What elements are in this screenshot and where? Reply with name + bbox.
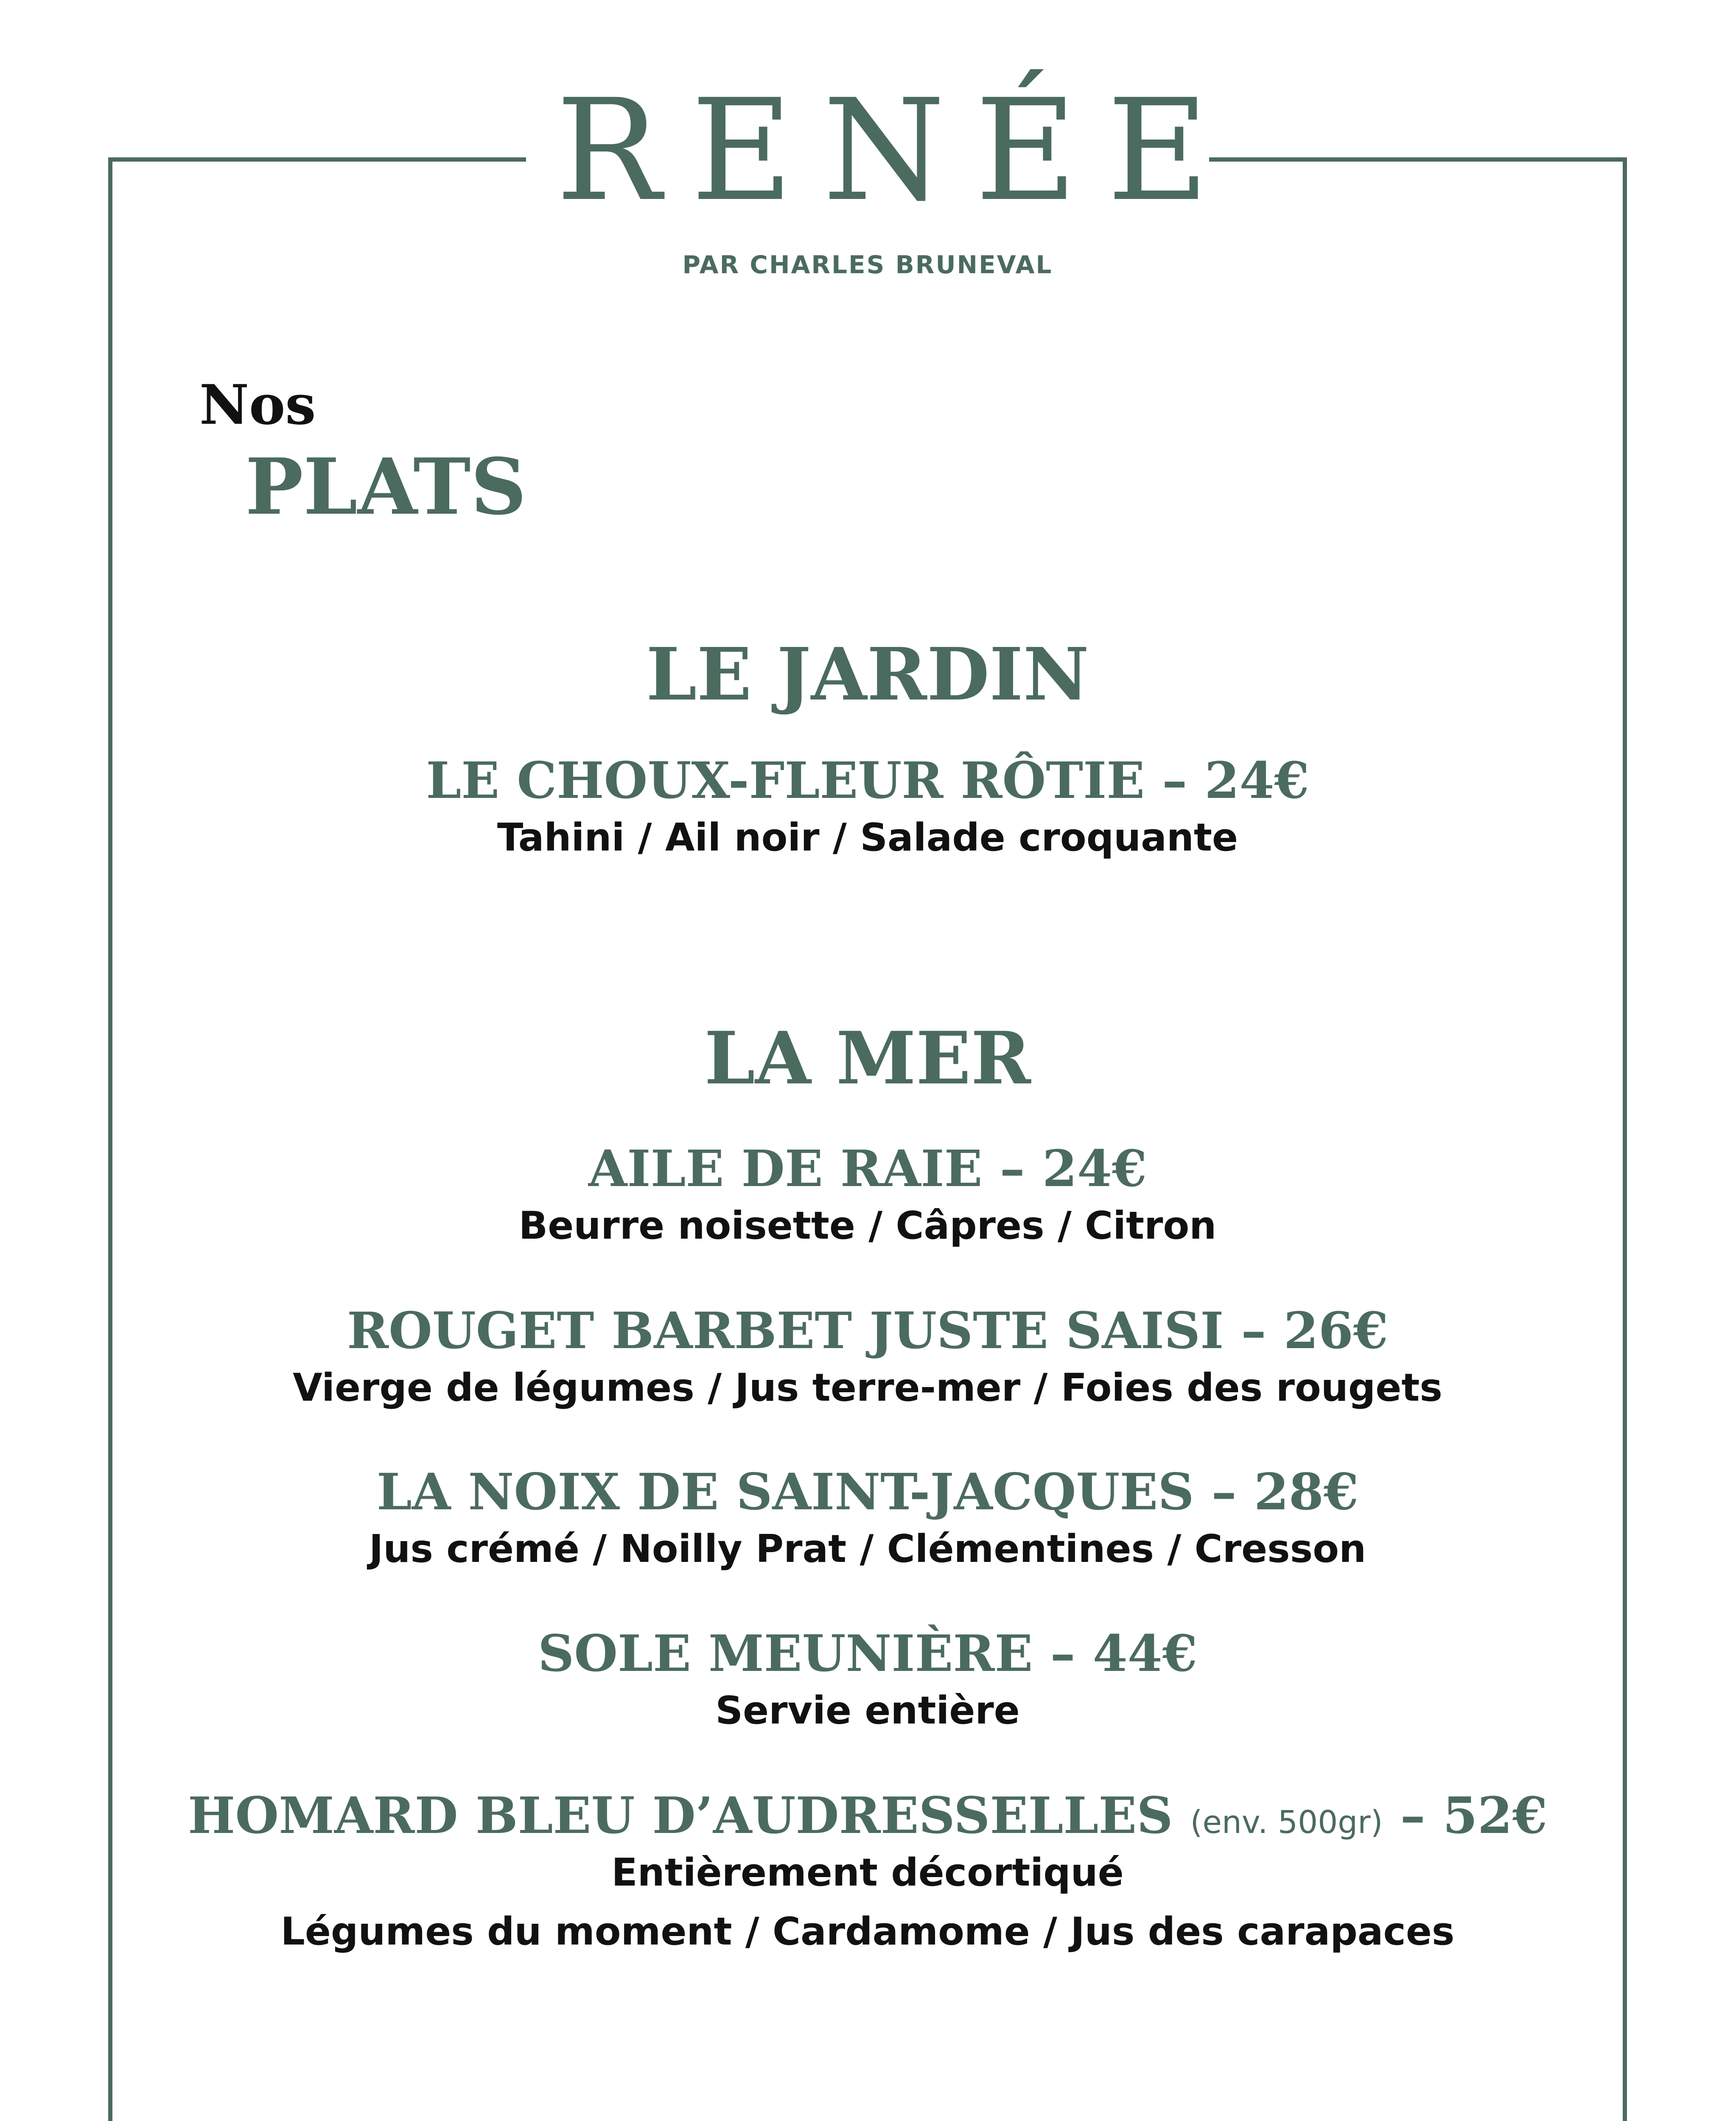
dish-description: Légumes du moment / Cardamome / Jus des carapaces bbox=[280, 1909, 1455, 1954]
dish-description: Entièrement décortiqué bbox=[611, 1850, 1124, 1895]
section-title: LA MER bbox=[704, 1016, 1031, 1101]
dish-item bbox=[108, 1141, 1627, 1255]
section-title: LE JARDIN bbox=[646, 632, 1089, 717]
dish-price: 26€ bbox=[1283, 1301, 1388, 1360]
brand-name: RENÉE bbox=[556, 69, 1239, 232]
dish-name: ROUGET BARBET JUSTE SAISI – 26€ bbox=[347, 1301, 1388, 1360]
dish-price: 24€ bbox=[1204, 751, 1309, 810]
dish-item bbox=[108, 1788, 1627, 1962]
dish-item bbox=[108, 753, 1627, 867]
dish-name: LE CHOUX-FLEUR RÔTIE – 24€ bbox=[426, 751, 1309, 810]
dish-name: AILE DE RAIE – 24€ bbox=[588, 1139, 1147, 1198]
dish-price: 24€ bbox=[1042, 1139, 1147, 1198]
brand-subtitle: PAR CHARLES BRUNEVAL bbox=[682, 250, 1053, 279]
dish-price: 28€ bbox=[1254, 1462, 1359, 1521]
dish-price: 52€ bbox=[1442, 1786, 1548, 1845]
dish-name: LA NOIX DE SAINT-JACQUES – 28€ bbox=[376, 1462, 1359, 1521]
dish-item bbox=[108, 1626, 1627, 1740]
dish-item bbox=[108, 1303, 1627, 1417]
dish-description: Servie entière bbox=[715, 1688, 1020, 1733]
section-la-mer bbox=[108, 1016, 1627, 1101]
dish-name: HOMARD BLEU D’AUDRESSELLES (env. 500gr) – 52€ bbox=[188, 1786, 1548, 1845]
dish-item bbox=[108, 1464, 1627, 1578]
dish-description: Jus crémé / Noilly Prat / Clémentines / Cresson bbox=[369, 1526, 1366, 1571]
heading-plats: PLATS bbox=[245, 441, 526, 532]
brand-header bbox=[526, 69, 1239, 279]
dish-description: Beurre noisette / Câpres / Citron bbox=[518, 1203, 1217, 1248]
dish-price: 44€ bbox=[1092, 1624, 1197, 1683]
dish-note: (env. 500gr) bbox=[1190, 1804, 1383, 1841]
heading-nos: Nos bbox=[199, 373, 316, 437]
dish-description: Tahini / Ail noir / Salade croquante bbox=[497, 815, 1238, 860]
section-le-jardin bbox=[108, 632, 1627, 717]
frame-top-left-line bbox=[108, 157, 526, 162]
frame-top-right-line bbox=[1209, 157, 1627, 162]
dish-name: SOLE MEUNIÈRE – 44€ bbox=[538, 1624, 1197, 1683]
dish-description: Vierge de légumes / Jus terre-mer / Foies des rougets bbox=[293, 1365, 1442, 1410]
